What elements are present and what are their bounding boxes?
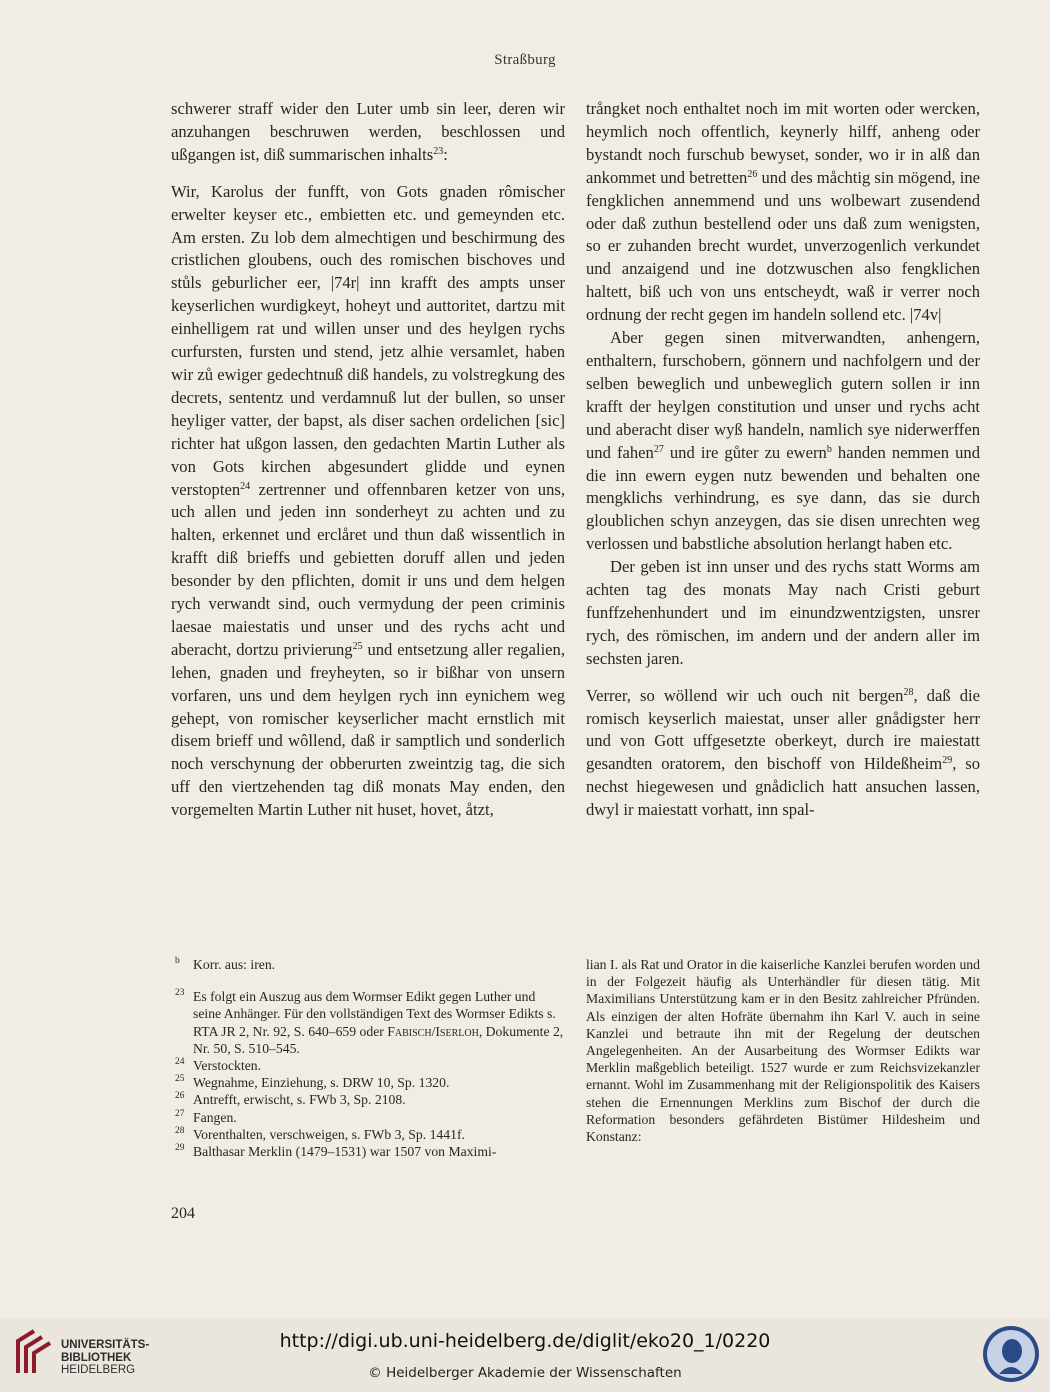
footnote-ref: 28 [903, 686, 914, 698]
footnotes-right [586, 956, 980, 1145]
right-column [586, 98, 980, 822]
footnote-continuation: lian I. als Rat und Orator in die kaiserliche Kanzlei berufen worden und in der Folgezeit häufig als Unterhändler für diesen tätig. Mit Maximilians Unterstützung kam er in den Besitz zahlreicher Pfründen. Als einzigen der alten Hofräte übernahm ihn Karl V. auch in seine Kanzlei und betraute ihn mit der Regelung der deutschen Angelegenheiten. An der Ausarbeitung des Wormser Edikts war Merklin maßgeblich beteiligt. 1527 wurde er zum Reichsvizekanzler ernannt. Wohl im Zusammenhang mit der Religionspolitik des Kaisers stehen die Ernennungen Merklins zum Bischof der durch die Reformation besonders gefährdeten Bistümer Hildesheim und Konstanz: [586, 957, 980, 1145]
footnote: 28 Vorenthalten, verschweigen, s. FWb 3, Sp. 1441f. [175, 1125, 465, 1142]
page-number: 204 [171, 1205, 195, 1222]
footnote-ref: 26 [747, 168, 758, 180]
footnote: 29 Balthasar Merklin (1479–1531) war 1507 von Maximi- [175, 1143, 497, 1160]
footnotes-left [171, 956, 565, 1160]
paragraph: Aber gegen sinen mitverwandten, anhengern, enthaltern, furschobern, gönnern und nachfolgern und der selben beweglich und unbeweglich gutern sollen ir inn krafft der heylgen constitution und unser und rychs acht und aberacht diser wyß handeln, namlich sye niderwerffen und fahen$^{27}$ und ire gůter zu ewern$^b$ handen nemmen und die inn ewern eygen nutz bewenden und behalten one mengklichs verhindrung, es sye dann, das sie durch gloublichen schyn anzeygen, das sie disen unrechten weg verlossen und babstliche absolution herlangt haben etc. [586, 328, 980, 554]
footnote-ref: 25 [352, 640, 363, 652]
footnote: 25 Wegnahme, Einziehung, s. DRW 10, Sp. 1320. [175, 1074, 450, 1091]
copyright-notice: © Heidelberger Akademie der Wissenschaften [368, 1365, 682, 1381]
running-title: Straßburg [494, 52, 556, 68]
paragraph: Verrer, so wöllend wir uch ouch nit bergen$^{28}$, daß die romisch keyserlich maiestat, unser aller gnådigster herr und von Gott uffgesetzte oberkeyt, durch ire maiestatt gesandten oratorem, den bischoff von Hildeßheim$^{29}$, so nechst hiegewesen und gnådiclich hatt ansuchen lassen, dwyl ir maiestatt vorhatt, inn spal- [586, 685, 980, 820]
library-logo-text: UNIVERSITÄTS- BIBLIOTHEK HEIDELBERG [61, 1339, 150, 1376]
footnote: 23 Es folgt ein Auszug aus dem Wormser Edikt gegen Luther und seine Anhänger. Für den vollständigen Text des Wormser Edikts s. RTA JR 2, Nr. 92, S. 640–659 oder Fabisch/Iserloh, Dokumente 2, Nr. 50, S. 510–545. [175, 988, 564, 1056]
source-url-link[interactable]: http://digi.ub.uni-heidelberg.de/diglit/eko20_1/0220 [279, 1330, 771, 1352]
footnote-ref: 23 [433, 145, 444, 157]
paragraph: trångket noch enthaltet noch im mit worten oder wercken, heymlich noch offentlich, keynerly hilff, anheng oder bystandt noch furschub bewyset, sonder, wo ir in alß dan ankommet und betretten$^{26}$ und des måchtig sin mögend, ine fengklichen annemmend und uns wolbewart zusendend oder daß zuthun bestellend oder uns daß zum wenigsten, so er zuhanden brecht wurdet, unverzogenlich verkundet und anzaigend und ine dotzwuschen also fengklichen haltett, biß uch von uns entscheydt, waß ir verrer noch ordnung der recht gegen im handeln sollend etc. |74v| [586, 99, 980, 325]
footnote-ref: 29 [942, 755, 953, 767]
footnote-ref: b [826, 443, 832, 455]
academy-seal-icon[interactable] [981, 1322, 1041, 1386]
footnote-ref: 27 [653, 443, 664, 455]
footnote: 26 Antrefft, erwischt, s. FWb 3, Sp. 2108. [175, 1091, 406, 1108]
paragraph: Wir, Karolus der funfft, von Gots gnaden rômischer erwelter keyser etc., embietten etc. und gemeynden etc. Am ersten. Zu lob dem almechtigen und beschirmung des cristlichen gloubens, ouch des romischen bischoves und stůls geburlicher eer, |74r| inn krafft des ampts unser keyserlichen wurdigkeyt, hoheyt und auttoritet, dartzu mit einhelligem rat und willen unser und des heylgen rychs curfursten, fursten und stend, jetz alhie versamlet, haben wir zů ewiger gedechtnuß diß handels, zu volstregkung des decrets, sententz und verdamnuß lut der bullen, so unser heyliger vatter, der bapst, als diser sachen ordelichen [sic] richter hat ußgon lassen, den gedachten Martin Luther als von Gots kirchen abgesundert glidde und eynen verstopten$^{24}$ zertrenner und offennbaren ketzer von uns, uch allen und jeden inn sonderheyt zu achten und zu halten, erkennet und erclåret und thun daß wissentlich in krafft diß brieffs und gebietten doruff allen und jeden besonder by den pflichten, domit ir uns und dem helgen rych verwandt sind, ouch vermydung der peen criminis laesae maiestatis und unser und des rychs acht und aberacht, dortzu privierung$^{25}$ und entsetzung aller regalien, lehen, gnaden und freyheyten, so ir bißhar von unsern vorfaren, uns und dem heylgen rych inn eynichem weg gehept, von romischer keyserlicher macht ernstlich mit disem brieff und wôllend, daß ir samptlich und sonderlich noch verschynung der obberurten zweintzig tag, die sich uff den viertzehenden tag diß monats May enden, den vorgemelten Martin Luther nit huset, hovet, åtzt, [171, 181, 565, 820]
footnote: b Korr. aus: iren. [175, 956, 276, 972]
paragraph: schwerer straff wider den Luter umb sin leer, deren wir anzuhangen beschruwen werden, beschlossen und ußgangen ist, diß summarischen inhalts$^{23}$: [171, 99, 565, 164]
paragraph: Der geben ist inn unser und des rychs statt Worms am achten tag des monats May nach Cristi geburt funffzehenhundert und im einundzwentzigsten, unsrer rych, des römischen, im andern und der andern aller im sechsten jaren. [586, 557, 980, 668]
left-column [171, 98, 565, 822]
footnote: 24 Verstockten. [175, 1057, 262, 1074]
footnote-ref: 24 [240, 480, 251, 492]
footnote: 27 Fangen. [175, 1108, 237, 1125]
